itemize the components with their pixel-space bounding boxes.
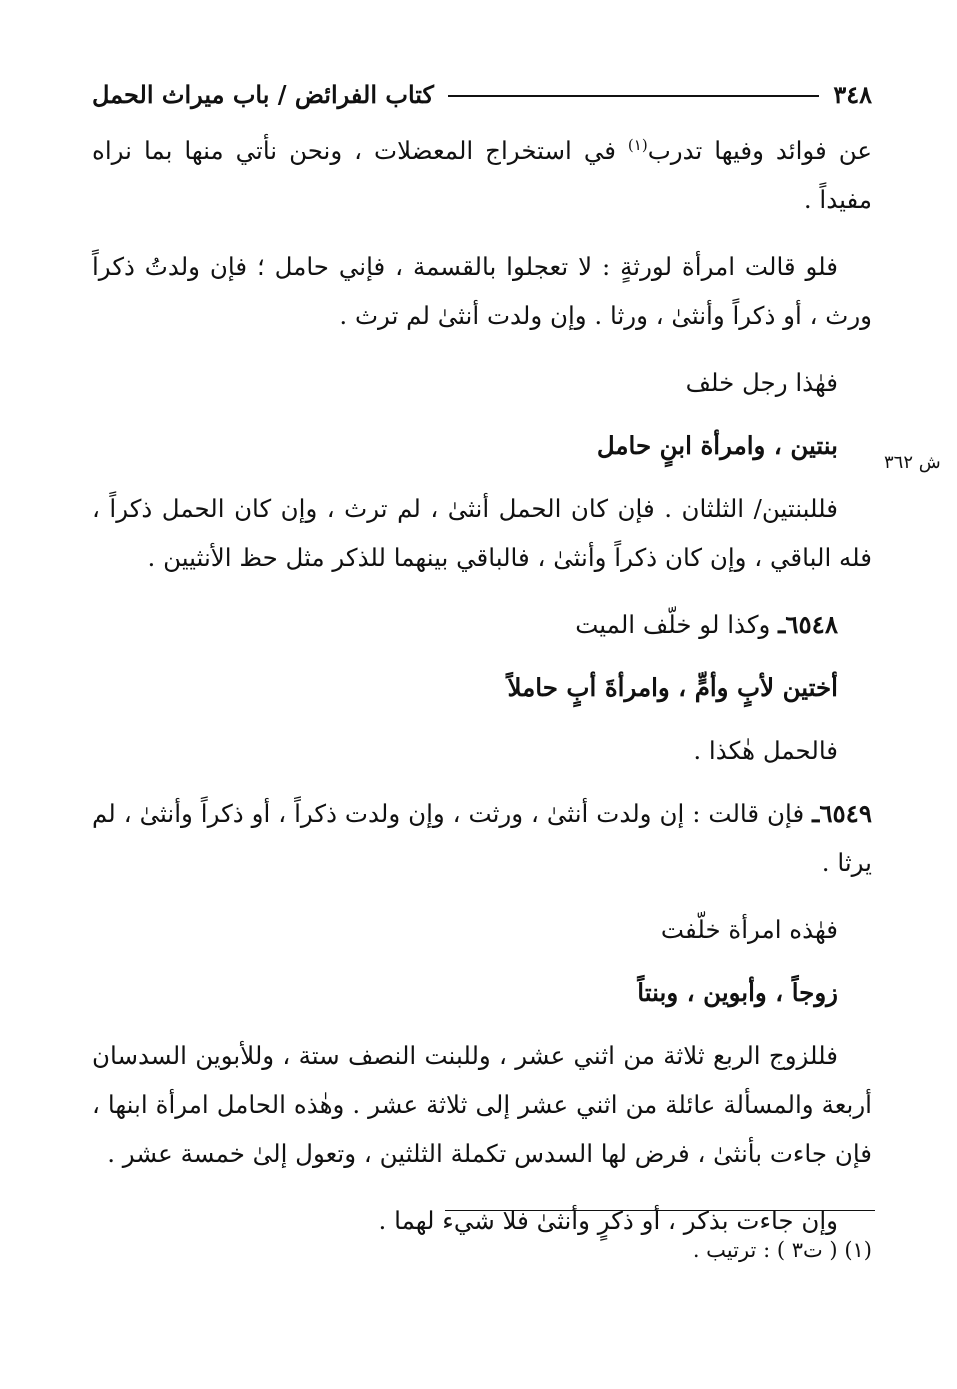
paragraph-continuation bbox=[92, 126, 872, 224]
footnote-text: ( ت٣ ) : ترتيب . bbox=[692, 1238, 838, 1262]
item-text: وكذا لو خلّف الميت bbox=[575, 610, 779, 639]
conclusion-line: فالحمل هٰكذا . bbox=[693, 736, 838, 765]
page-number: ٣٤٨ bbox=[833, 79, 872, 109]
footnote bbox=[92, 1230, 872, 1270]
paragraph-distribution: فللبنتين/ الثلثان . فإن كان الحمل أنثىٰ ، لم ترث ، وإن كان الحمل ذكراً ، فله الباقي ، وإن كان ذكراً وأنثىٰ ، فالباقي بينهما للذكر مثل حظ الأنثيين . bbox=[92, 494, 872, 572]
text-after-footnote: في استخراج المعضلات ، ونحن نأتي منها بما نراه مفيداً . bbox=[92, 136, 872, 214]
running-title: كتاب الفرائض / باب ميراث الحمل bbox=[92, 79, 434, 109]
margin-page-reference: ش ٣٦٢ bbox=[884, 452, 941, 473]
heirs-line: زوجاً ، وأبوين ، وبنتاً bbox=[637, 978, 838, 1007]
item-text: فإن قالت : إن ولدت أنثىٰ ، ورثت ، وإن ولدت ذكراً ، أو ذكراً وأنثىٰ ، لم يرثا . bbox=[92, 799, 872, 877]
footnote-reference[interactable]: (١) bbox=[627, 135, 648, 154]
closing-line: وإن جاءت بذكر ، أو ذكرٍ وأنثىٰ فلا شيء لهما . bbox=[378, 1206, 838, 1235]
heirs-line: أختين لأبٍ وأمٍّ ، وامرأةَ أبٍ حاملاً bbox=[507, 673, 838, 702]
case-intro-line: فهٰذا رجل خلف bbox=[685, 368, 838, 397]
page-header bbox=[92, 72, 872, 116]
heirs-line: بنتين ، وامرأة ابنٍ حامل bbox=[596, 431, 838, 460]
case-intro-line: فهٰذه امرأة خلّفت bbox=[660, 915, 838, 944]
numbered-item-6548 bbox=[92, 600, 872, 649]
footnote-number: (١) bbox=[844, 1238, 872, 1262]
numbered-item-6549 bbox=[92, 789, 872, 887]
text-before-footnote: عن فوائد وفيها تدرب bbox=[647, 136, 872, 165]
paragraph-calculation: فللزوج الربع ثلاثة من اثني عشر ، وللبنت النصف ستة ، وللأبوين السدسان أربعة والمسألة عائلة من اثني عشر إلى ثلاثة عشر . وهٰذه الحامل امرأة ابنها ، فإن جاءت بأنثىٰ ، فرض لها السدس تكملة الثلثين ، وتعول إلىٰ خمسة عشر . bbox=[92, 1041, 872, 1168]
item-number: ٦٥٤٨ـ bbox=[778, 610, 838, 639]
main-text bbox=[92, 126, 872, 1259]
footnote-separator bbox=[445, 1210, 875, 1211]
header-rule bbox=[448, 95, 819, 97]
item-number: ٦٥٤٩ـ bbox=[812, 799, 872, 828]
paragraph-case-statement: فلو قالت امرأة لورثةٍ : لا تعجلوا بالقسمة ، فإني حامل ؛ فإن ولدتُ ذكراً ورث ، أو ذكراً وأنثىٰ ، ورثا . وإن ولدت أنثىٰ لم ترث . bbox=[92, 252, 872, 330]
